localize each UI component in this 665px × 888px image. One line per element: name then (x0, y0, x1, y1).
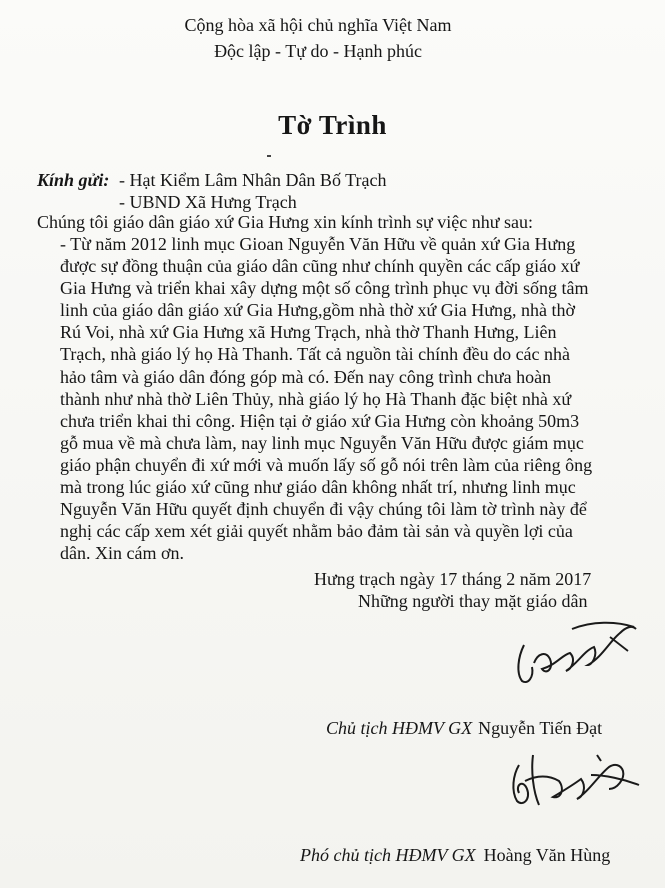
vice-chairman-name: Hoàng Văn Hùng (483, 845, 611, 865)
chairman-name: Nguyễn Tiến Đạt (478, 718, 603, 738)
body-line: Nguyễn Văn Hữu quyết định chuyển đi vậy chúng tôi làm tờ trình này để (60, 499, 587, 520)
body-line: gỗ mua về mà chưa làm, nay linh mục Nguyễn Văn Hữu được giám mục (60, 432, 584, 453)
body-paragraph (60, 233, 592, 564)
vice-chairman-role: Phó chủ tịch HĐMV GX (300, 845, 476, 865)
recipient-item: - UBND Xã Hưng Trạch (119, 192, 297, 212)
vice-chairman-signatory (300, 845, 610, 866)
body-line: giáo phận chuyển đi xứ mới và muốn lấy số gỗ nói trên làm của riêng ông (60, 454, 593, 475)
signature-1-icon (512, 615, 638, 685)
recipients-label: Kính gửi: (37, 170, 110, 190)
national-name: Cộng hòa xã hội chủ nghĩa Việt Nam (184, 15, 452, 35)
scan-speck (267, 155, 271, 157)
body-line: Trạch, nhà giáo lý họ Hà Thanh. Tất cả nguồn tài chính đều do các nhà (60, 344, 571, 365)
body-line: nghị các cấp xem xét giải quyết nhằm bảo đảm tài sản và quyền lợi của (60, 521, 573, 542)
body-line: dân. Xin cám ơn. (60, 543, 184, 564)
body-line: thành như nhà thờ Liên Thủy, nhà giáo lý họ Hà Thanh đặc biệt nhà xứ (60, 388, 572, 409)
body-line: Gia Hưng và triển khai xây dựng một số công trình phục vụ đời sống tâm (60, 278, 589, 299)
document-title: Tờ Trình (278, 110, 387, 140)
body-line: linh của giáo dân giáo xứ Gia Hưng,gồm nhà thờ xứ Gia Hưng, nhà thờ (60, 300, 575, 321)
recipient-item: - Hạt Kiểm Lâm Nhân Dân Bố Trạch (119, 170, 387, 190)
representatives-line: Những người thay mặt giáo dân (358, 591, 588, 611)
body-line: - Từ năm 2012 linh mục Gioan Nguyễn Văn Hữu về quản xứ Gia Hưng (60, 234, 576, 254)
body-line: được sự đồng thuận của giáo dân cũng như chính quyền các cấp giáo xứ (60, 256, 580, 277)
intro-paragraph: Chúng tôi giáo dân giáo xứ Gia Hưng xin kính trình sự việc như sau: (37, 212, 533, 232)
signature-2-icon (505, 745, 643, 815)
body-line: mà trong lúc giáo xứ cũng như giáo dân không nhất trí, nhưng linh mục (60, 477, 576, 498)
national-motto: Độc lập - Tự do - Hạnh phúc (214, 41, 422, 61)
body-line: Rú Voi, nhà xứ Gia Hưng xã Hưng Trạch, nhà thờ Thanh Hưng, Liên (60, 322, 557, 343)
date-line: Hưng trạch ngày 17 tháng 2 năm 2017 (314, 569, 592, 589)
chairman-signatory (326, 718, 602, 739)
chairman-role: Chủ tịch HĐMV GX (326, 718, 473, 738)
body-line: hảo tâm và giáo dân đóng góp mà có. Đến nay công trình chưa hoàn (60, 366, 552, 387)
body-line: chưa triển khai thi công. Hiện tại ở giáo xứ Gia Hưng còn khoảng 50m3 (60, 410, 580, 431)
